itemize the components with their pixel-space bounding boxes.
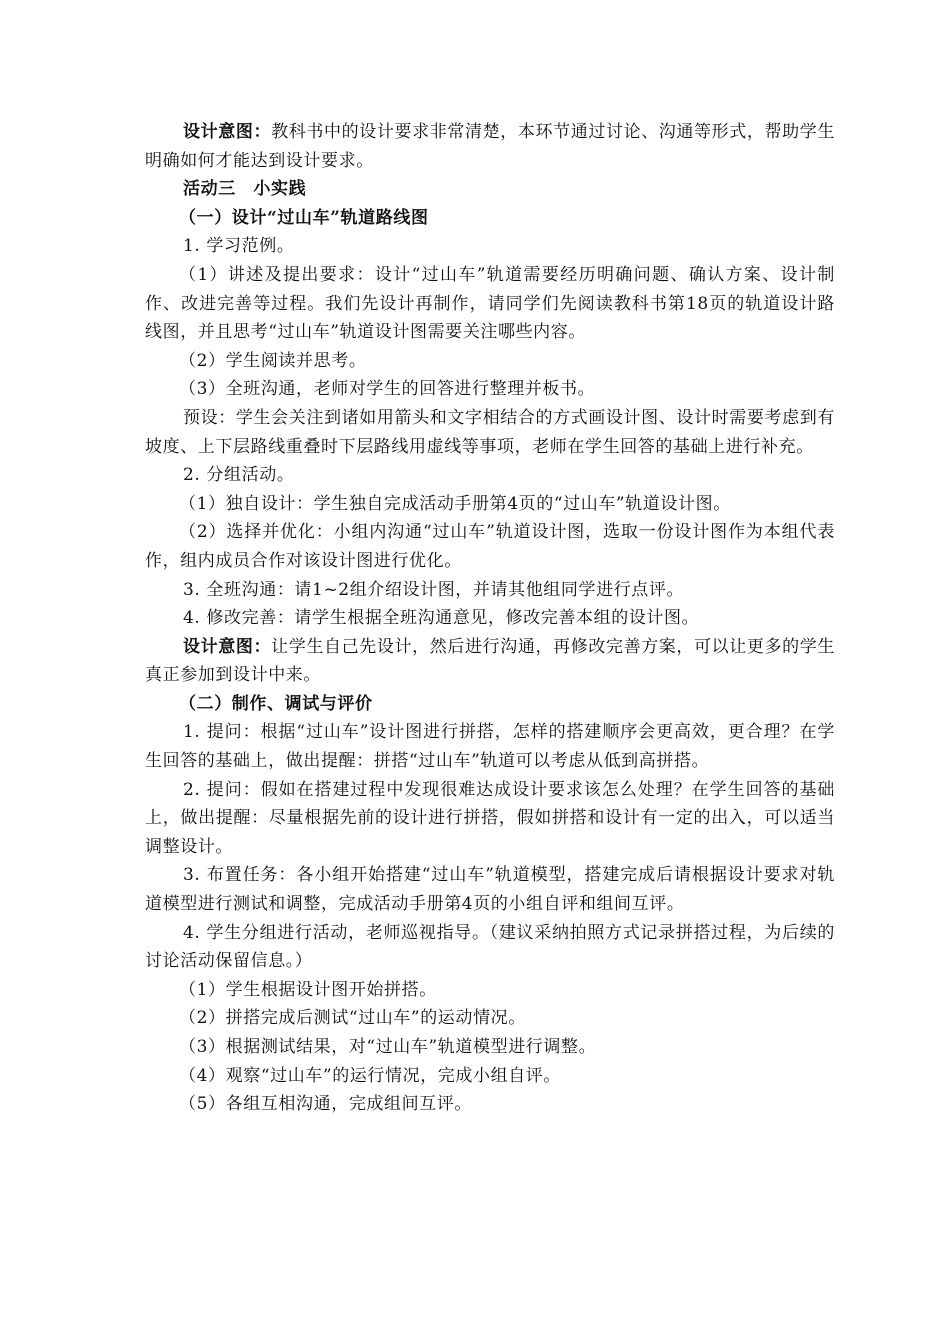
design-intent-label: 设计意图： <box>183 636 272 657</box>
paragraph-text: 教科书中的设计要求非常清楚，本环节通过讨论、沟通等形式，帮助学生明确如何才能达到设计要求。 <box>145 122 836 171</box>
section-one-heading: （一）设计“过山车”轨道路线图 <box>179 207 429 228</box>
paragraph: 预设：学生会关注到诸如用箭头和文字相结合的方式画设计图、设计时需要考虑到有坡度、上下层路线重叠时下层路线用虚线等事项，老师在学生回答的基础上进行补充。 <box>145 407 835 457</box>
paragraph: （1）独自设计：学生独自完成活动手册第4页的“过山车”轨道设计图。 <box>179 493 731 514</box>
paragraph: 2. 提问：假如在搭建过程中发现很难达成设计要求该怎么处理？在学生回答的基础上，做出提醒：尽量根据先前的设计进行拼搭，假如拼搭和设计有一定的出入，可以适当调整设计。 <box>145 779 835 857</box>
paragraph: 3. 全班沟通：请1~2组介绍设计图，并请其他组同学进行点评。 <box>183 579 685 600</box>
paragraph: （2）选择并优化：小组内沟通“过山车”轨道设计图，选取一份设计图作为本组代表作，组内成员合作对该设计图进行优化。 <box>145 522 835 571</box>
document-body <box>145 118 835 1119</box>
paragraph: （4）观察“过山车”的运行情况，完成小组自评。 <box>179 1065 561 1086</box>
paragraph: 4. 修改完善：请学生根据全班沟通意见，修改完善本组的设计图。 <box>183 608 700 629</box>
paragraph: 1. 提问：根据“过山车”设计图进行拼搭，怎样的搭建顺序会更高效，更合理？在学生回答的基础上，做出提醒：拼搭“过山车”轨道可以考虑从低到高拼搭。 <box>145 722 835 772</box>
paragraph: （2）拼搭完成后测试“过山车”的运动情况。 <box>179 1008 526 1029</box>
design-intent-label: 设计意图： <box>183 122 272 142</box>
paragraph: （1）学生根据设计图开始拼搭。 <box>179 979 437 1000</box>
paragraph: （2）学生阅读并思考。 <box>179 350 367 371</box>
activity-three-heading: 活动三 小实践 <box>183 179 307 200</box>
paragraph: 1. 学习范例。 <box>183 236 295 257</box>
section-two-heading: （二）制作、调试与评价 <box>179 693 373 714</box>
paragraph: （3）全班沟通，老师对学生的回答进行整理并板书。 <box>179 379 596 400</box>
paragraph: （3）根据测试结果，对“过山车”轨道模型进行调整。 <box>179 1037 597 1057</box>
paragraph: （1）讲述及提出要求：设计“过山车”轨道需要经历明确问题、确认方案、设计制作、改进完善等过程。我们先设计再制作，请同学们先阅读教科书第18页的轨道设计路线图，并且思考“过山车”轨道设计图需要关注哪些内容。 <box>145 264 835 343</box>
paragraph: （5）各组互相沟通，完成组间互评。 <box>179 1094 473 1115</box>
paragraph: 4. 学生分组进行活动，老师巡视指导。（建议采纳拍照方式记录拼搭过程，为后续的讨论活动保留信息。） <box>145 922 835 972</box>
design-intent-paragraph-1 <box>145 118 835 175</box>
paragraph-text: 让学生自己先设计，然后进行沟通，再修改完善方案，可以让更多的学生真正参加到设计中来。 <box>145 636 836 686</box>
design-intent-paragraph-2 <box>145 633 835 690</box>
paragraph: 2. 分组活动。 <box>183 465 295 486</box>
paragraph: 3. 布置任务：各小组开始搭建“过山车”轨道模型，搭建完成后请根据设计要求对轨道模型进行测试和调整，完成活动手册第4页的小组自评和组间互评。 <box>145 865 835 915</box>
